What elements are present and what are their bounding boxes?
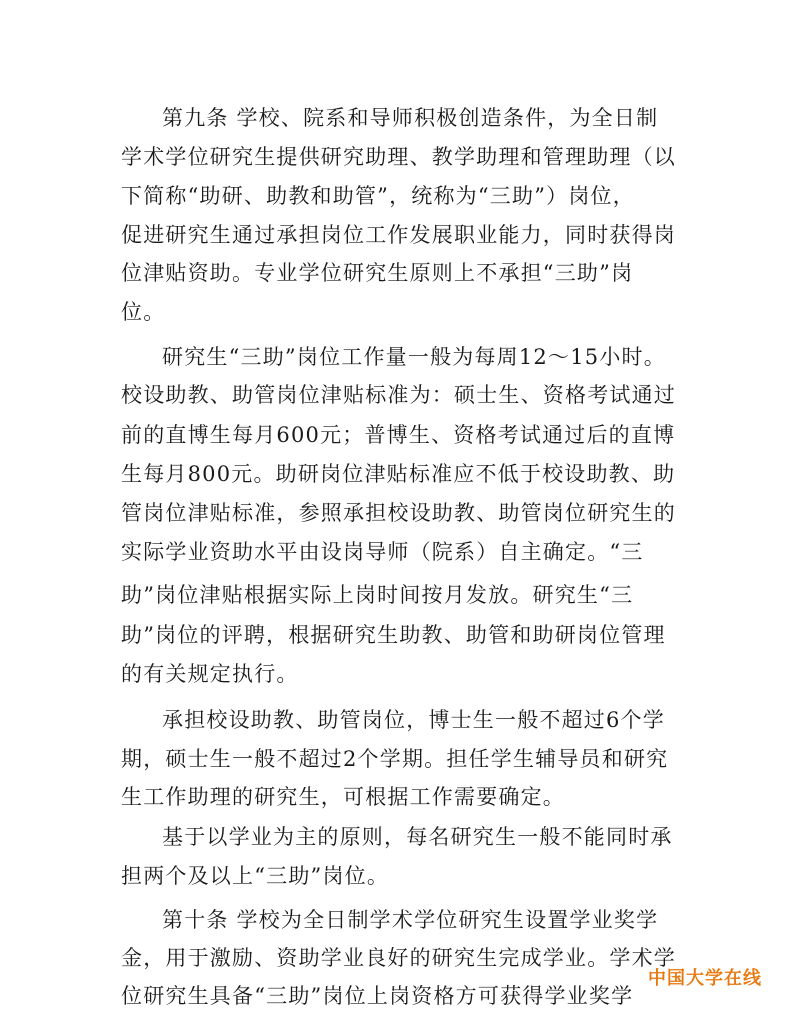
paragraph-line-13: 助”岗位津贴根据实际上岗时间按月发放。研究生“三 (121, 583, 634, 607)
watermark-logo-text: 中国大学在线 (648, 968, 762, 989)
paragraph-line-3: 下简称“助研、助教和助管”，统称为“三助”）岗位， (121, 184, 635, 208)
paragraph-line-5: 位津贴资助。专业学位研究生原则上不承担“三助”岗 (121, 261, 634, 285)
paragraph-line-18: 生工作助理的研究生，可根据工作需要确定。 (121, 785, 565, 809)
paragraph-line-11: 管岗位津贴标准，参照承担校设助教、助管岗位研究生的 (121, 501, 676, 525)
paragraph-line-8: 校设助教、助管岗位津贴标准为：硕士生、资格考试通过 (121, 383, 676, 407)
paragraph-line-21: 第十条 学校为全日制学术学位研究生设置学业奖学 (162, 908, 659, 932)
paragraph-line-2: 学术学位研究生提供研究助理、教学助理和管理助理（以 (121, 145, 676, 169)
paragraph-line-10: 生每月800元。助研岗位津贴标准应不低于校设助教、助 (121, 462, 676, 486)
paragraph-line-20: 担两个及以上“三助”岗位。 (121, 864, 390, 888)
paragraph-line-17: 期，硕士生一般不超过2个学期。担任学生辅导员和研究 (121, 747, 669, 771)
paragraph-line-1: 第九条 学校、院系和导师积极创造条件，为全日制 (162, 106, 659, 130)
paragraph-line-14: 助”岗位的评聘，根据研究生助教、助管和助研岗位管理 (121, 623, 666, 647)
paragraph-line-7: 研究生“三助”岗位工作量一般为每周12～15小时。 (162, 345, 666, 369)
paragraph-line-4: 促进研究生通过承担岗位工作发展职业能力，同时获得岗 (121, 223, 676, 247)
paragraph-line-23: 位研究生具备“三助”岗位上岗资格方可获得学业奖学 (121, 984, 634, 1008)
paragraph-line-16: 承担校设助教、助管岗位，博士生一般不超过6个学 (162, 708, 665, 732)
paragraph-line-22: 金，用于激励、资助学业良好的研究生完成学业。学术学 (121, 946, 676, 970)
paragraph-line-9: 前的直博生每月600元；普博生、资格考试通过后的直博 (121, 423, 676, 447)
paragraph-line-6: 位。 (121, 300, 166, 324)
paragraph-line-15: 的有关规定执行。 (121, 662, 299, 686)
paragraph-line-19: 基于以学业为主的原则，每名研究生一般不能同时承 (162, 825, 673, 849)
paragraph-line-12: 实际学业资助水平由设岗导师（院系）自主确定。“三 (121, 540, 644, 564)
